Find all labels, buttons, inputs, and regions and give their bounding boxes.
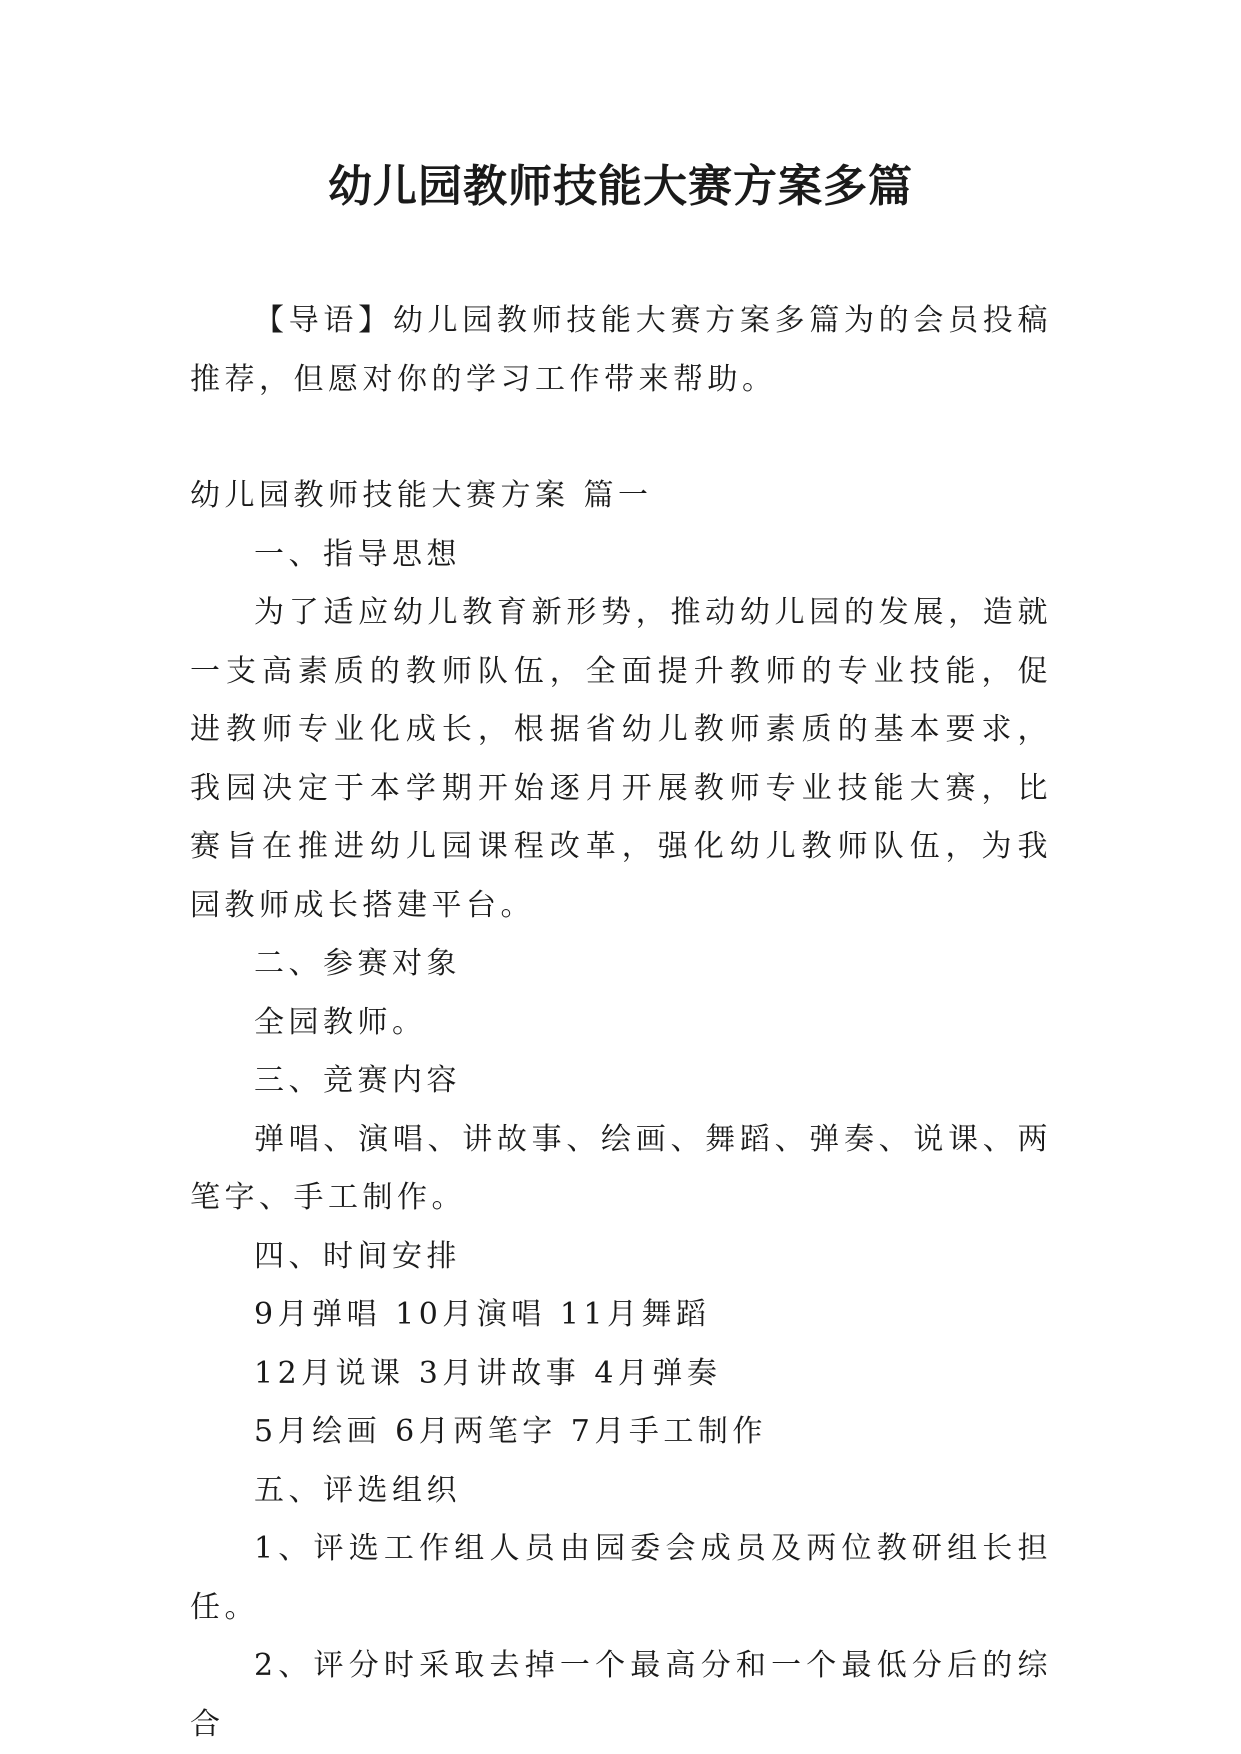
schedule-line-2: 12月说课 3月讲故事 4月弹奏	[254, 1355, 722, 1391]
section-heading: 幼儿园教师技能大赛方案 篇一	[190, 478, 653, 513]
judging-item-2: 2、评分时采取去掉一个最高分和一个最低分后的综合	[190, 1648, 1052, 1742]
document-body	[190, 292, 1052, 1754]
intro-paragraph: 【导语】幼儿园教师技能大赛方案多篇为的会员投稿推荐，但愿对你的学习工作带来帮助。	[190, 303, 1052, 397]
schedule-line-3: 5月绘画 6月两笔字 7月手工制作	[254, 1414, 767, 1449]
heading-participants: 二、参赛对象	[254, 946, 461, 981]
heading-guiding-thought: 一、指导思想	[254, 536, 461, 572]
heading-schedule: 四、时间安排	[254, 1238, 461, 1274]
paragraph-guiding-thought: 为了适应幼儿教育新形势，推动幼儿园的发展，造就一支高素质的教师队伍，全面提升教师的专业技能，促进教师专业化成长，根据省幼儿教师素质的基本要求，我园决定于本学期开始逐月开展教师专业技能大赛，比赛旨在推进幼儿园课程改革，强化幼儿教师队伍，为我园教师成长搭建平台。	[190, 595, 1052, 923]
heading-contents: 三、竞赛内容	[254, 1063, 461, 1098]
judging-item-1: 1、评选工作组人员由园委会成员及两位教研组长担任。	[190, 1531, 1052, 1625]
paragraph-contents: 弹唱、演唱、讲故事、绘画、舞蹈、弹奏、说课、两笔字、手工制作。	[190, 1121, 1052, 1215]
paragraph-participants: 全园教师。	[254, 1004, 427, 1040]
heading-judging: 五、评选组织	[254, 1472, 461, 1508]
schedule-line-1: 9月弹唱 10月演唱 11月舞蹈	[254, 1297, 711, 1332]
document-title: 幼儿园教师技能大赛方案多篇	[328, 161, 913, 212]
